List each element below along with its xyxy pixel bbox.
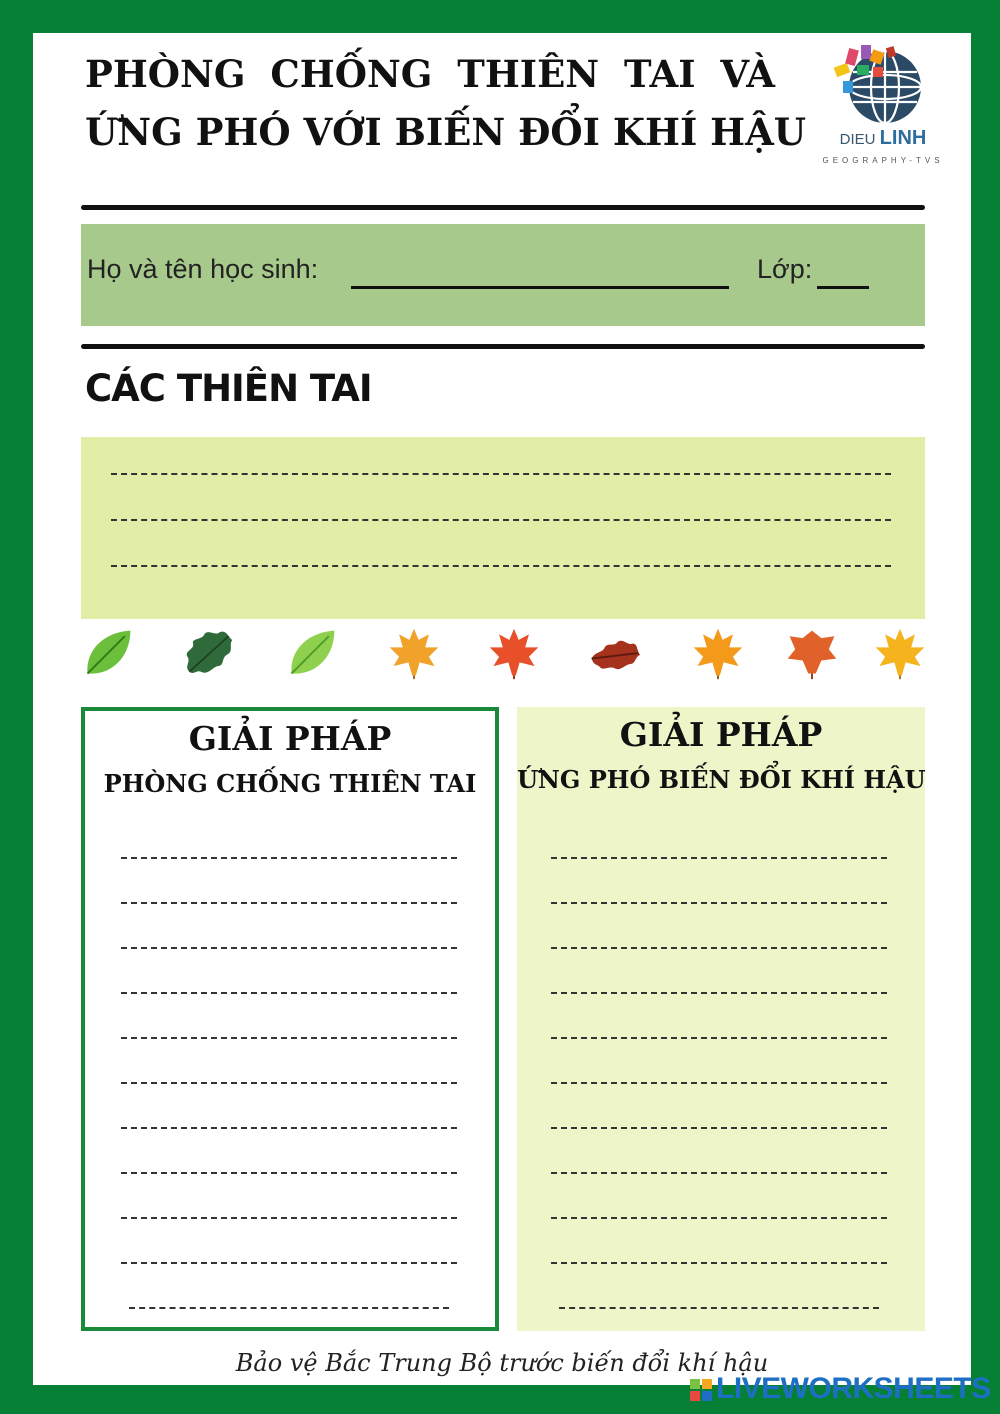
dieu-linh-logo (813, 39, 953, 169)
liveworksheets-watermark: LIVEWORKSHEETS (690, 1372, 991, 1406)
solution-heading: GIẢI PHÁP (188, 719, 392, 758)
maple-leaf-icon (485, 625, 543, 681)
answer-line[interactable] (551, 1172, 887, 1174)
solution-heading: GIẢI PHÁP (619, 715, 823, 754)
leaves-decoration (79, 625, 929, 685)
answer-line[interactable] (111, 473, 891, 475)
oak-leaf-icon (179, 625, 237, 681)
prevention-solutions-box (81, 707, 499, 1331)
solution-subheading: ỨNG PHÓ BIẾN ĐỔI KHÍ HẬU (517, 765, 926, 794)
worksheet-page (33, 33, 971, 1385)
answer-line[interactable] (551, 902, 887, 904)
answer-line[interactable] (551, 947, 887, 949)
logo-name: DIEU LINH (839, 127, 927, 149)
student-name-field[interactable] (351, 286, 729, 289)
maple-leaf-icon (783, 625, 841, 681)
maple-leaf-icon (871, 625, 929, 681)
student-name-label: Họ và tên học sinh: (87, 254, 319, 284)
answer-line[interactable] (121, 1037, 457, 1039)
green-leaf-icon (79, 625, 137, 681)
footer-slogan: Bảo vệ Bắc Trung Bộ trước biến đổi khí hậu (235, 1349, 769, 1377)
answer-line[interactable] (551, 857, 887, 859)
divider-line (81, 205, 925, 210)
answer-line[interactable] (551, 1217, 887, 1219)
answer-line[interactable] (129, 1307, 449, 1309)
title-word: VÀ (720, 52, 775, 96)
answer-line[interactable] (121, 857, 457, 859)
section-title: CÁC THIÊN TAI (85, 367, 372, 410)
answer-line[interactable] (551, 1082, 887, 1084)
answer-line[interactable] (121, 992, 457, 994)
solution-subheading: PHÒNG CHỐNG THIÊN TAI (103, 769, 477, 798)
answer-line[interactable] (121, 1217, 457, 1219)
answer-line[interactable] (551, 1127, 887, 1129)
maple-leaf-icon (689, 625, 747, 681)
title-word: PHÒNG (85, 52, 246, 96)
answer-line[interactable] (551, 1037, 887, 1039)
answer-line[interactable] (551, 1262, 887, 1264)
oak-leaf-icon (585, 625, 643, 681)
disasters-answer-box (81, 437, 925, 619)
answer-line[interactable] (121, 1262, 457, 1264)
answer-line[interactable] (121, 902, 457, 904)
worksheet-title (85, 45, 807, 161)
class-label: Lớp: (757, 254, 813, 284)
adaptation-solutions-box (517, 707, 925, 1331)
answer-line[interactable] (121, 1127, 457, 1129)
divider-line (81, 344, 925, 349)
title-word: CHỐNG (270, 52, 433, 96)
class-field[interactable] (817, 286, 869, 289)
answer-line[interactable] (559, 1307, 879, 1309)
green-leaf-icon (283, 625, 341, 681)
globe-icon (813, 39, 953, 129)
title-line-2: ỨNG PHÓ VỚI BIẾN ĐỔI KHÍ HẬU (85, 110, 807, 154)
answer-line[interactable] (551, 992, 887, 994)
answer-line[interactable] (121, 1082, 457, 1084)
answer-line[interactable] (111, 565, 891, 567)
answer-line[interactable] (121, 1172, 457, 1174)
title-word: THIÊN (457, 52, 600, 96)
logo-subtitle: GEOGRAPHY-TVS (822, 156, 944, 165)
answer-line[interactable] (111, 519, 891, 521)
liveworksheets-logo-icon (690, 1379, 712, 1401)
student-info-box (81, 224, 925, 326)
answer-line[interactable] (121, 947, 457, 949)
maple-leaf-icon (385, 625, 443, 681)
title-word: TAI (624, 52, 696, 96)
title-line-1 (85, 45, 775, 103)
